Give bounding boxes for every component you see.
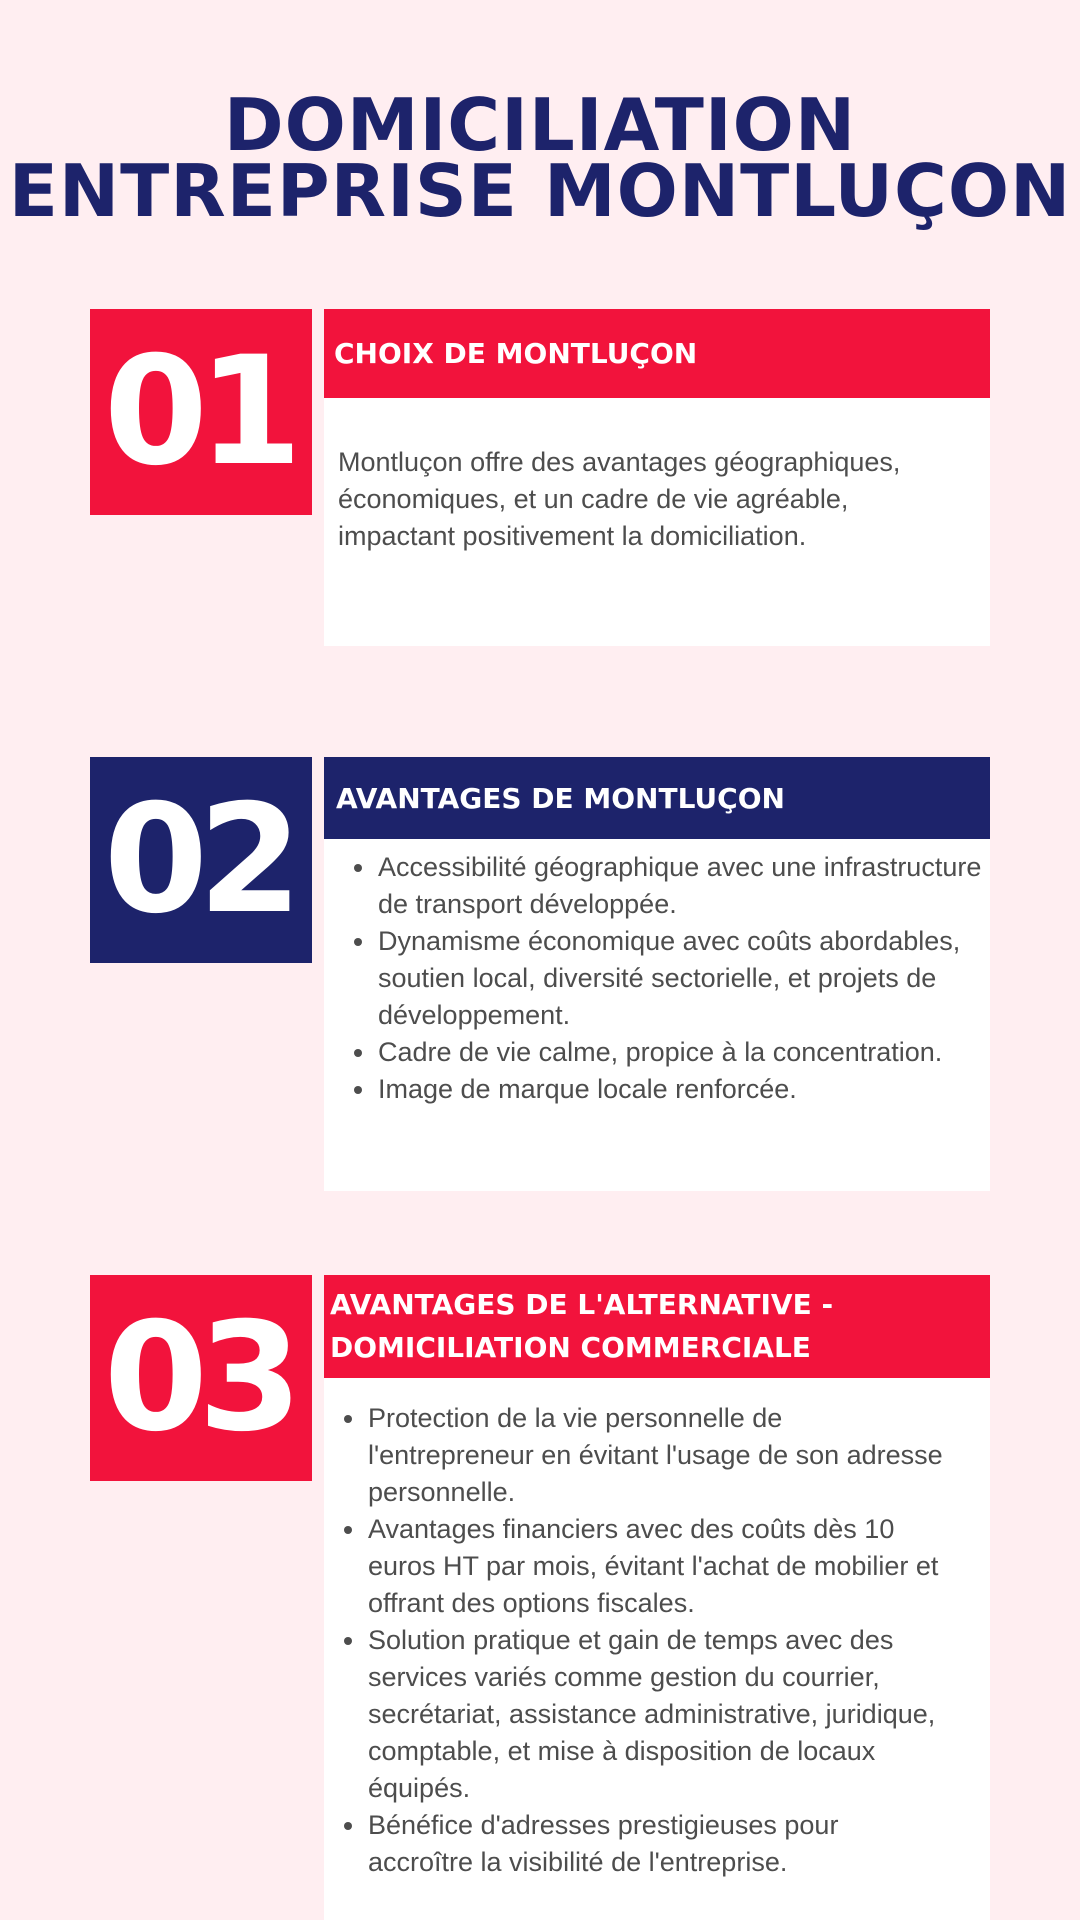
section-number-03: 03 — [90, 1275, 312, 1481]
section-number-02: 02 — [90, 757, 312, 963]
list-item: Accessibilité géographique avec une infrastructure de transport développée. — [324, 849, 990, 923]
section-heading-03-line-2: DOMICILIATION COMMERCIALE — [330, 1331, 811, 1364]
list-item: Cadre de vie calme, propice à la concentration. — [324, 1034, 990, 1071]
section-card-02 — [324, 757, 990, 1191]
section-heading-03-line-1: AVANTAGES DE L'ALTERNATIVE - — [330, 1288, 834, 1321]
page-title — [0, 83, 1080, 233]
section-number-01: 01 — [90, 309, 312, 515]
list-item: Solution pratique et gain de temps avec des services variés comme gestion du courrier, secrétariat, assistance administrative, juridique, comptable, et mise à disposition de locaux équipés. — [324, 1622, 950, 1807]
section-body-02 — [324, 839, 990, 1108]
list-item: Bénéfice d'adresses prestigieuses pour accroître la visibilité de l'entreprise. — [324, 1807, 950, 1881]
section-heading-02: AVANTAGES DE MONTLUÇON — [324, 757, 990, 839]
list-item: Protection de la vie personnelle de l'entrepreneur en évitant l'usage de son adresse personnelle. — [324, 1400, 950, 1511]
section-heading-03 — [324, 1275, 990, 1378]
section-heading-01: CHOIX DE MONTLUÇON — [324, 309, 990, 398]
list-item: Avantages financiers avec des coûts dès 10 euros HT par mois, évitant l'achat de mobilier et offrant des options fiscales. — [324, 1511, 950, 1622]
section-card-01 — [324, 309, 990, 646]
list-item: Dynamisme économique avec coûts abordables, soutien local, diversité sectorielle, et projets de développement. — [324, 923, 990, 1034]
section-list-02 — [324, 849, 990, 1108]
title-line-1: DOMICILIATION — [223, 83, 857, 167]
section-card-03 — [324, 1275, 990, 1920]
section-text-01: Montluçon offre des avantages géographiques, économiques, et un cadre de vie agréable, impactant positivement la domiciliation. — [338, 447, 901, 551]
section-body-03 — [324, 1378, 990, 1881]
list-item: Image de marque locale renforcée. — [324, 1071, 990, 1108]
title-line-2: ENTREPRISE MONTLUÇON — [8, 149, 1072, 233]
section-list-03 — [324, 1400, 950, 1881]
